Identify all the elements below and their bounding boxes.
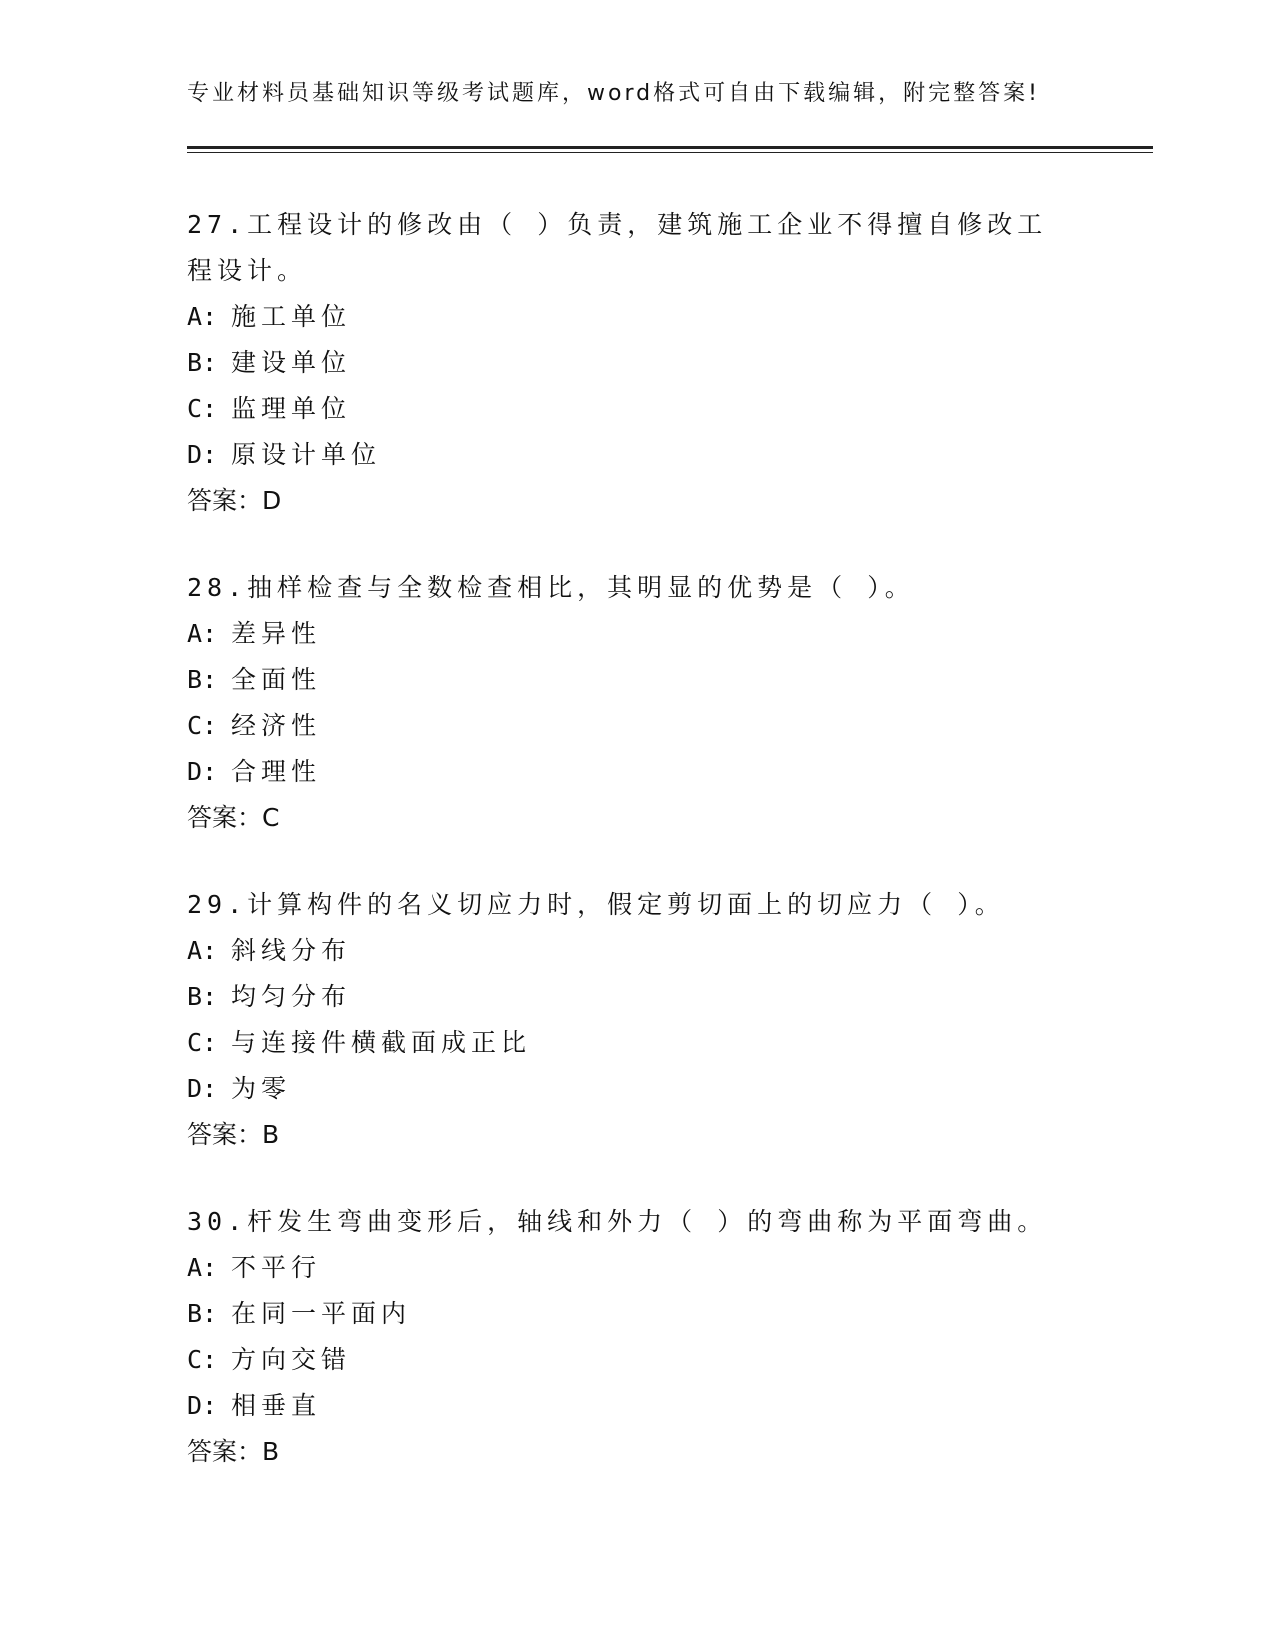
option-text: 建设单位 (231, 348, 352, 377)
option-letter: A: (187, 619, 218, 648)
option-d (187, 1383, 1067, 1429)
option-b (187, 340, 1067, 386)
option-b (187, 974, 1067, 1020)
answer-value: C (262, 803, 280, 832)
option-c (187, 386, 1067, 432)
option-text: 方向交错 (231, 1345, 352, 1374)
option-text: 不平行 (231, 1253, 322, 1282)
page-header: 专业材料员基础知识等级考试题库，word格式可自由下载编辑，附完整答案! (187, 81, 1040, 106)
option-b (187, 1291, 1067, 1337)
option-letter: B: (187, 982, 218, 1011)
option-text: 经济性 (231, 711, 322, 740)
answer-value: B (262, 1437, 280, 1466)
question-text (187, 882, 1067, 928)
option-text: 与连接件横截面成正比 (231, 1028, 532, 1057)
question-number: 27. (187, 210, 248, 239)
header-rule-thin (187, 152, 1153, 153)
option-a (187, 294, 1067, 340)
option-letter: B: (187, 665, 218, 694)
question-stem: 计算构件的名义切应力时，假定剪切面上的切应力（ ）。 (247, 890, 1005, 919)
option-text: 合理性 (231, 757, 322, 786)
header-rule-thick (187, 146, 1153, 149)
option-letter: B: (187, 1299, 218, 1328)
option-letter: A: (187, 936, 218, 965)
answer-label: 答案： (187, 1120, 263, 1149)
option-letter: D: (187, 1391, 218, 1420)
question-stem: 工程设计的修改由（ ）负责，建筑施工企业不得擅自修改工程设计。 (187, 210, 1048, 285)
option-c (187, 1020, 1067, 1066)
question-stem: 杆发生弯曲变形后，轴线和外力（ ）的弯曲称为平面弯曲。 (247, 1207, 1048, 1236)
option-c (187, 703, 1067, 749)
question-text (187, 202, 1067, 294)
answer-value: D (262, 486, 282, 515)
question-number: 30. (187, 1207, 248, 1236)
question-27 (187, 202, 1067, 524)
question-text (187, 565, 1067, 611)
question-number: 29. (187, 890, 248, 919)
question-28 (187, 565, 1067, 841)
option-letter: D: (187, 757, 218, 786)
option-letter: C: (187, 394, 218, 423)
option-text: 在同一平面内 (231, 1299, 412, 1328)
question-stem: 抽样检查与全数检查相比，其明显的优势是（ ）。 (247, 573, 915, 602)
question-30 (187, 1199, 1067, 1475)
answer-label: 答案： (187, 486, 263, 515)
option-a (187, 611, 1067, 657)
option-letter: B: (187, 348, 218, 377)
option-c (187, 1337, 1067, 1383)
option-text: 施工单位 (231, 302, 352, 331)
option-letter: A: (187, 302, 218, 331)
option-letter: C: (187, 1028, 218, 1057)
answer-label: 答案： (187, 1437, 263, 1466)
option-text: 为零 (231, 1074, 292, 1103)
answer-line (187, 795, 1067, 841)
option-letter: A: (187, 1253, 218, 1282)
option-text: 原设计单位 (231, 440, 382, 469)
option-a (187, 928, 1067, 974)
answer-label: 答案： (187, 803, 263, 832)
option-text: 均匀分布 (231, 982, 352, 1011)
option-letter: C: (187, 711, 218, 740)
option-text: 全面性 (231, 665, 322, 694)
question-text (187, 1199, 1067, 1245)
answer-line (187, 478, 1067, 524)
option-a (187, 1245, 1067, 1291)
option-b (187, 657, 1067, 703)
option-text: 监理单位 (231, 394, 352, 423)
option-text: 相垂直 (231, 1391, 322, 1420)
option-d (187, 749, 1067, 795)
answer-line (187, 1429, 1067, 1475)
answer-line (187, 1112, 1067, 1158)
option-letter: D: (187, 440, 218, 469)
option-text: 差异性 (231, 619, 322, 648)
answer-value: B (262, 1120, 280, 1149)
question-list (187, 202, 1067, 1516)
option-text: 斜线分布 (231, 936, 352, 965)
option-d (187, 1066, 1067, 1112)
question-number: 28. (187, 573, 248, 602)
option-letter: D: (187, 1074, 218, 1103)
question-29 (187, 882, 1067, 1158)
option-d (187, 432, 1067, 478)
option-letter: C: (187, 1345, 218, 1374)
